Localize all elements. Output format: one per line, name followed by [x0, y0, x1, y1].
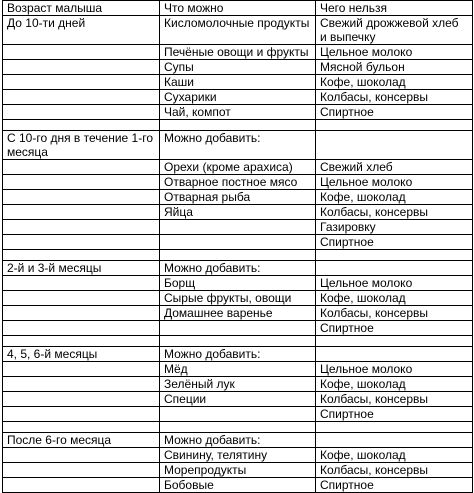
age-cell: 2-й и 3-й месяцы: [3, 261, 160, 276]
age-cell: [3, 105, 160, 120]
age-cell: [3, 90, 160, 105]
allowed-cell: Мёд: [160, 362, 316, 377]
age-cell: [3, 448, 160, 463]
table-row: [3, 60, 473, 75]
forbidden-cell: Колбасы, консервы: [316, 90, 473, 105]
allowed-cell: Яйца: [160, 205, 316, 220]
forbidden-cell: Спиртное: [316, 478, 473, 493]
age-cell: [3, 220, 160, 235]
allowed-cell: Морепродукты: [160, 463, 316, 478]
allowed-cell: Кисломолочные продукты: [160, 16, 316, 45]
table-row: [3, 235, 473, 250]
age-cell: После 6-го месяца: [3, 433, 160, 448]
table-row: [3, 306, 473, 321]
age-cell: [3, 321, 160, 336]
age-cell: [3, 306, 160, 321]
age-cell: [3, 291, 160, 306]
table-row: [3, 276, 473, 291]
forbidden-cell: [316, 131, 473, 160]
table-row: [3, 362, 473, 377]
forbidden-cell: Кофе, шоколад: [316, 75, 473, 90]
table-row: [3, 105, 473, 120]
table-row: [3, 120, 473, 131]
table-row: [3, 190, 473, 205]
age-cell: [3, 190, 160, 205]
allowed-cell: Можно добавить:: [160, 261, 316, 276]
age-cell: 4, 5, 6-й месяцы: [3, 347, 160, 362]
age-cell: [3, 235, 160, 250]
allowed-cell: Отварное постное мясо: [160, 175, 316, 190]
allowed-cell: Бобовые: [160, 478, 316, 493]
allowed-cell: [160, 336, 316, 347]
forbidden-cell: [316, 336, 473, 347]
table-row: [3, 392, 473, 407]
allowed-cell: Каши: [160, 75, 316, 90]
allowed-cell: Зелёный лук: [160, 377, 316, 392]
forbidden-cell: Колбасы, консервы: [316, 463, 473, 478]
age-cell: [3, 276, 160, 291]
forbidden-cell: Свежий хлеб: [316, 160, 473, 175]
allowed-cell: Специи: [160, 392, 316, 407]
allowed-cell: Сухарики: [160, 90, 316, 105]
forbidden-cell: Цельное молоко: [316, 276, 473, 291]
age-cell: До 10-ти дней: [3, 16, 160, 45]
age-cell: [3, 336, 160, 347]
forbidden-cell: Колбасы, консервы: [316, 392, 473, 407]
table-row: [3, 478, 473, 493]
age-cell: [3, 478, 160, 493]
allowed-cell: [160, 120, 316, 131]
age-cell: [3, 60, 160, 75]
table-row: [3, 321, 473, 336]
age-cell: [3, 407, 160, 422]
forbidden-cell: [316, 250, 473, 261]
table-row: [3, 131, 473, 160]
table-row: [3, 433, 473, 448]
age-cell: [3, 377, 160, 392]
forbidden-cell: Спиртное: [316, 105, 473, 120]
table-row: [3, 377, 473, 392]
allowed-cell: [160, 235, 316, 250]
allowed-cell: Сырые фрукты, овощи: [160, 291, 316, 306]
table-body: [3, 16, 473, 493]
allowed-cell: [160, 250, 316, 261]
forbidden-cell: Спиртное: [316, 321, 473, 336]
table-row: [3, 336, 473, 347]
table-row: [3, 90, 473, 105]
header-row: [3, 1, 473, 16]
table-row: [3, 205, 473, 220]
age-cell: [3, 45, 160, 60]
allowed-cell: [160, 321, 316, 336]
forbidden-cell: Свежий дрожжевой хлеб и выпечку: [316, 16, 473, 45]
forbidden-cell: Кофе, шоколад: [316, 291, 473, 306]
table-row: [3, 463, 473, 478]
allowed-cell: Борщ: [160, 276, 316, 291]
forbidden-cell: Колбасы, консервы: [316, 306, 473, 321]
allowed-cell: Домашнее варенье: [160, 306, 316, 321]
table-header: [3, 1, 473, 16]
forbidden-cell: Мясной бульон: [316, 60, 473, 75]
allowed-cell: [160, 220, 316, 235]
allowed-cell: Печёные овощи и фрукты: [160, 45, 316, 60]
forbidden-cell: Кофе, шоколад: [316, 448, 473, 463]
age-cell: [3, 160, 160, 175]
forbidden-cell: Спиртное: [316, 235, 473, 250]
table-row: [3, 175, 473, 190]
forbidden-cell: Цельное молоко: [316, 362, 473, 377]
allowed-cell: [160, 422, 316, 433]
forbidden-cell: [316, 261, 473, 276]
allowed-cell: Отварная рыба: [160, 190, 316, 205]
table-row: [3, 160, 473, 175]
table-row: [3, 261, 473, 276]
age-cell: С 10-го дня в течение 1-го месяца: [3, 131, 160, 160]
header-age: Возраст малыша: [3, 1, 160, 16]
forbidden-cell: [316, 347, 473, 362]
forbidden-cell: [316, 433, 473, 448]
allowed-cell: Свинину, телятину: [160, 448, 316, 463]
age-cell: [3, 120, 160, 131]
diet-table: [2, 0, 473, 493]
table-row: [3, 347, 473, 362]
forbidden-cell: Спиртное: [316, 407, 473, 422]
forbidden-cell: [316, 120, 473, 131]
table-row: [3, 75, 473, 90]
age-cell: [3, 392, 160, 407]
table-row: [3, 220, 473, 235]
forbidden-cell: [316, 422, 473, 433]
allowed-cell: Можно добавить:: [160, 433, 316, 448]
age-cell: [3, 75, 160, 90]
table-row: [3, 291, 473, 306]
allowed-cell: Можно добавить:: [160, 131, 316, 160]
allowed-cell: Орехи (кроме арахиса): [160, 160, 316, 175]
table-row: [3, 45, 473, 60]
table-row: [3, 422, 473, 433]
forbidden-cell: Кофе, шоколад: [316, 377, 473, 392]
age-cell: [3, 175, 160, 190]
age-cell: [3, 463, 160, 478]
header-forbidden: Чего нельзя: [316, 1, 473, 16]
forbidden-cell: Цельное молоко: [316, 45, 473, 60]
age-cell: [3, 362, 160, 377]
age-cell: [3, 250, 160, 261]
table-row: [3, 407, 473, 422]
table-row: [3, 16, 473, 45]
header-allowed: Что можно: [160, 1, 316, 16]
allowed-cell: Чай, компот: [160, 105, 316, 120]
table-row: [3, 250, 473, 261]
forbidden-cell: Газировку: [316, 220, 473, 235]
forbidden-cell: Цельное молоко: [316, 175, 473, 190]
allowed-cell: Супы: [160, 60, 316, 75]
age-cell: [3, 205, 160, 220]
forbidden-cell: Колбасы, консервы: [316, 205, 473, 220]
allowed-cell: [160, 407, 316, 422]
forbidden-cell: Кофе, шоколад: [316, 190, 473, 205]
allowed-cell: Можно добавить:: [160, 347, 316, 362]
table-row: [3, 448, 473, 463]
age-cell: [3, 422, 160, 433]
